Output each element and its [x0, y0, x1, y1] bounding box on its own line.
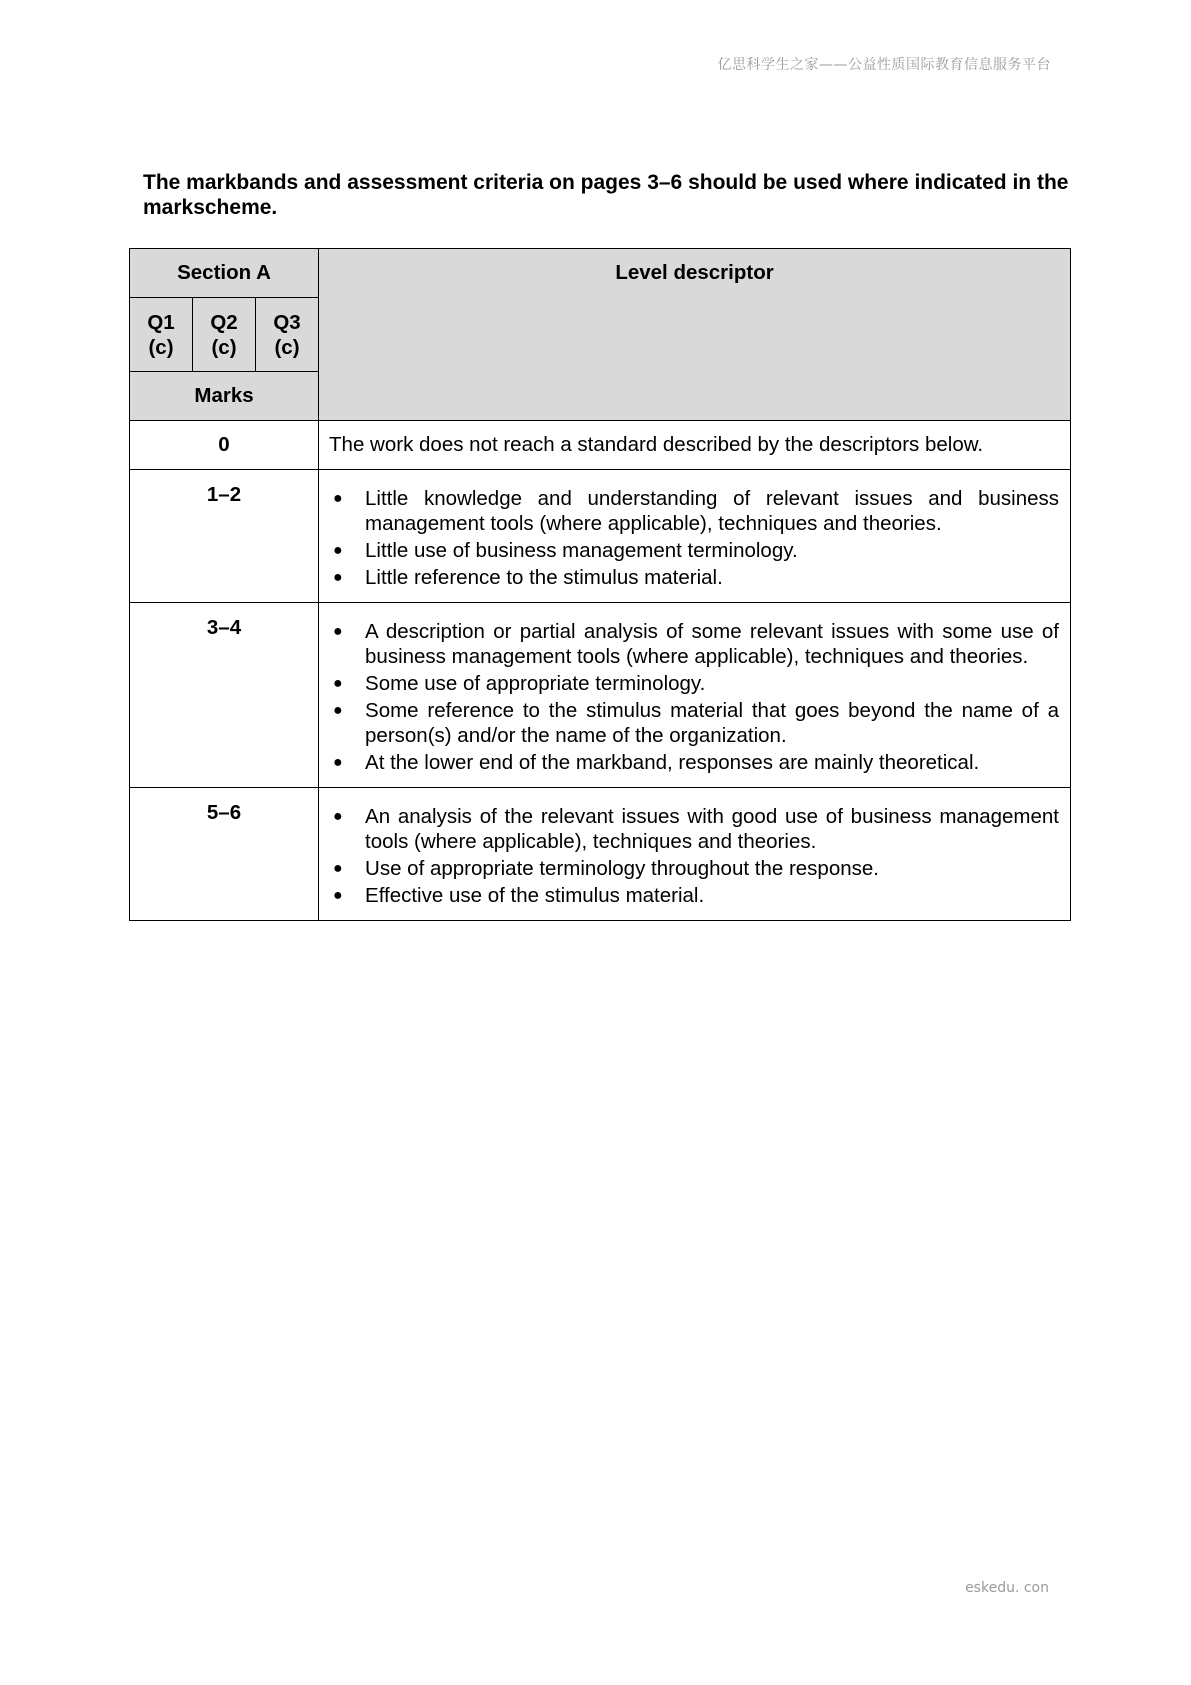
markband-table	[129, 248, 1071, 921]
list-item	[330, 538, 1059, 563]
question-part: (c)	[211, 335, 237, 359]
table-row	[130, 470, 1071, 603]
question-number: Q3	[273, 310, 301, 334]
bullet-icon: ●	[333, 808, 343, 825]
bullet-icon: ●	[333, 702, 343, 719]
level-descriptor-header: Level descriptor	[319, 249, 1071, 421]
bullet-icon: ●	[333, 675, 343, 692]
descriptor-list	[330, 619, 1059, 775]
descriptor-item-text: A description or partial analysis of some relevant issues with some use of business management tools (where applicable), techniques and theories.	[365, 620, 1060, 668]
bullet-icon: ●	[333, 490, 343, 507]
bullet-icon: ●	[333, 569, 343, 586]
marks-value: 0	[130, 421, 319, 470]
question-header-q3	[256, 298, 319, 372]
bullet-icon: ●	[333, 887, 343, 904]
descriptor-item-text: An analysis of the relevant issues with good use of business management tools (where applicable), techniques and theories.	[365, 805, 1060, 853]
descriptor-item-text: At the lower end of the markband, responses are mainly theoretical.	[365, 751, 980, 774]
bullet-icon: ●	[333, 754, 343, 771]
descriptor-item-text: Some reference to the stimulus material that goes beyond the name of a person(s) and/or the name of the organization.	[365, 699, 1060, 747]
list-item	[330, 856, 1059, 881]
list-item	[330, 619, 1059, 669]
descriptor-cell	[319, 470, 1071, 603]
marks-header: Marks	[130, 372, 319, 421]
list-item	[330, 883, 1059, 908]
descriptor-item-text: Little knowledge and understanding of relevant issues and business management tools (where applicable), techniques and theories.	[365, 487, 1060, 535]
question-part: (c)	[148, 335, 174, 359]
question-part: (c)	[274, 335, 300, 359]
descriptor-list	[330, 804, 1059, 908]
descriptor-item-text: Effective use of the stimulus material.	[365, 884, 705, 907]
marks-value: 3–4	[130, 603, 319, 788]
question-header-q1	[130, 298, 193, 372]
list-item	[330, 804, 1059, 854]
intro-text: The markbands and assessment criteria on pages 3–6 should be used where indicated in the markscheme.	[143, 171, 1069, 219]
list-item	[330, 486, 1059, 536]
bullet-icon: ●	[333, 860, 343, 877]
question-header-q2	[193, 298, 256, 372]
footer-watermark: eskedu. con	[965, 1580, 1049, 1596]
marks-value: 5–6	[130, 788, 319, 921]
marks-value: 1–2	[130, 470, 319, 603]
list-item	[330, 671, 1059, 696]
descriptor-item-text: Little reference to the stimulus material.	[365, 566, 723, 589]
descriptor-item-text: Some use of appropriate terminology.	[365, 672, 706, 695]
descriptor-cell	[319, 603, 1071, 788]
bullet-icon: ●	[333, 542, 343, 559]
descriptor-cell	[319, 788, 1071, 921]
question-number: Q2	[210, 310, 238, 334]
list-item	[330, 750, 1059, 775]
list-item	[330, 565, 1059, 590]
descriptor-text: The work does not reach a standard described by the descriptors below.	[319, 421, 1071, 470]
table-row	[130, 421, 1071, 470]
descriptor-item-text: Use of appropriate terminology throughout the response.	[365, 857, 879, 880]
watermark-header: 亿思科学生之家——公益性质国际教育信息服务平台	[717, 57, 1051, 73]
question-number: Q1	[147, 310, 175, 334]
descriptor-list	[330, 486, 1059, 590]
bullet-icon: ●	[333, 623, 343, 640]
table-row	[130, 603, 1071, 788]
list-item	[330, 698, 1059, 748]
descriptor-item-text: Little use of business management terminology.	[365, 539, 798, 562]
section-a-header: Section A	[130, 249, 319, 298]
table-row	[130, 788, 1071, 921]
